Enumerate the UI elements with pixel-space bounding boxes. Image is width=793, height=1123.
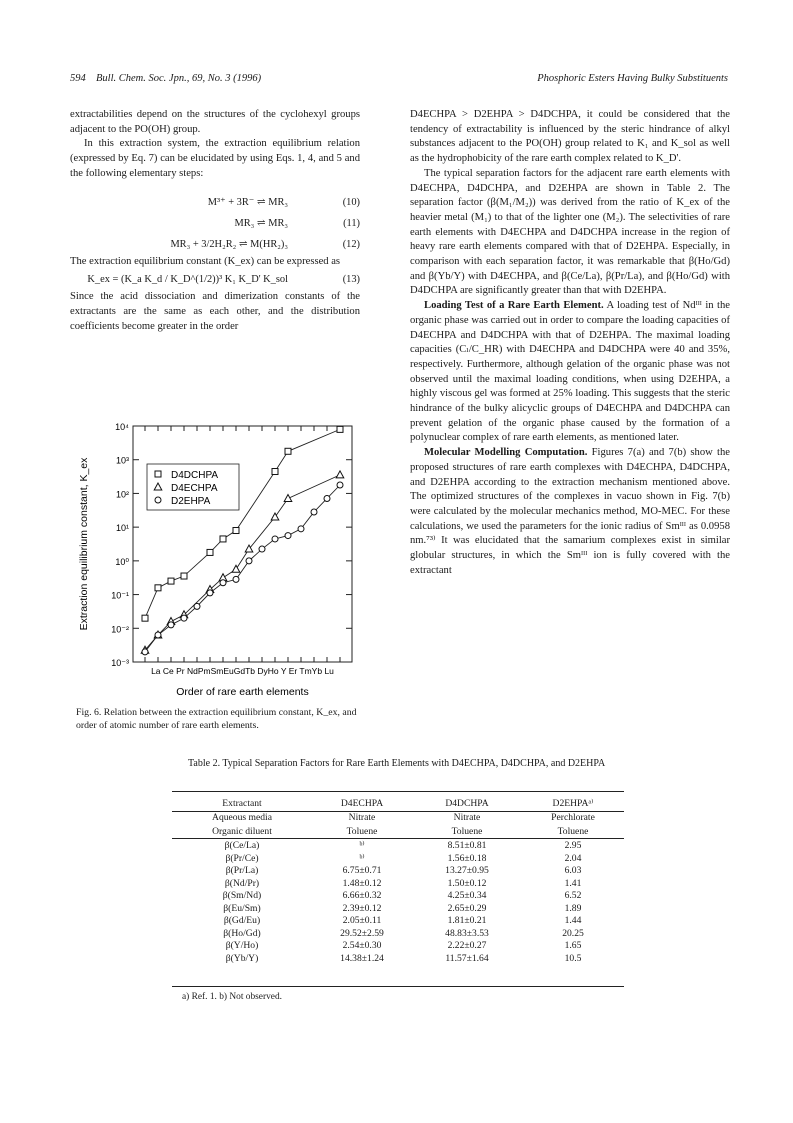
- table-cell: ᵇ⁾: [359, 852, 365, 864]
- table-row: [172, 952, 624, 965]
- data-point-square: [181, 573, 187, 579]
- table-cell: 4.25±0.34: [447, 890, 487, 902]
- section-heading: Loading Test of a Rare Earth Element.: [424, 300, 604, 312]
- data-point-triangle: [336, 471, 344, 478]
- row-label: β(Eu/Sm): [223, 902, 261, 914]
- left-column: [70, 108, 360, 334]
- table-cell: D4DCHPA: [445, 797, 489, 809]
- table-cell: 11.57±1.64: [445, 952, 489, 964]
- paragraph: D4ECHPA > D2EHPA > D4DCHPA, it could be considered that the tendency of extractability is influenced by the steric hindrance of alkyl substances adjacent to the PO(OH) group related to K₁ and K_sol as well as the hydrophobicity of the rare earth complex related to K_D'.: [410, 109, 730, 165]
- legend-label: D4ECHPA: [171, 483, 218, 494]
- row-label: β(Gd/Eu): [223, 915, 261, 927]
- table-cell: 1.89: [564, 902, 582, 914]
- table-cell: 1.50±0.12: [447, 877, 487, 889]
- table-cell: 6.66±0.32: [342, 890, 382, 902]
- x-axis-label: Order of rare earth elements: [176, 686, 309, 698]
- legend-label: D2EHPA: [171, 496, 211, 507]
- row-label: Extractant: [222, 797, 262, 809]
- table-cell: Toluene: [557, 826, 589, 837]
- table-cell: 48.83±3.53: [445, 927, 489, 939]
- y-tick-label: 10²: [115, 489, 129, 500]
- y-tick-label: 10⁰: [115, 556, 129, 567]
- y-tick-label: 10⁻³: [111, 658, 129, 668]
- table-cell: ᵇ⁾: [359, 840, 365, 852]
- table-cell: 14.38±1.24: [340, 952, 384, 964]
- table-footnote: a) Ref. 1. b) Not observed.: [182, 992, 282, 1002]
- table-top-rule: [172, 791, 624, 792]
- data-point-circle: [168, 622, 174, 628]
- table-cell: Toluene: [451, 826, 483, 837]
- series-line-d4dchpa: [145, 429, 340, 618]
- table-cell: 1.81±0.21: [447, 915, 487, 927]
- row-label: β(Pr/La): [225, 865, 259, 877]
- data-point-circle: [142, 649, 148, 655]
- x-tick-labels: La Ce Pr NdPmSmEuGdTb DyHo Y Er TmYb Lu: [151, 666, 334, 676]
- table-cell: 1.44: [564, 915, 582, 927]
- row-label: β(Yb/Y): [225, 952, 259, 964]
- data-point-triangle: [232, 565, 240, 572]
- data-point-square: [220, 536, 226, 542]
- equation-12: MR₃ + 3/2H₂R₂ ⇌ M(HR₂)₃ (12): [170, 238, 360, 250]
- table-row: [172, 940, 624, 953]
- y-tick-label: 10⁻²: [111, 624, 129, 635]
- row-label: β(Sm/Nd): [222, 890, 262, 902]
- equation-11: MR₃ ⇌ MR₃ (11): [234, 217, 360, 229]
- table-cell: 6.75±0.71: [342, 865, 382, 877]
- table-cell: 2.05±0.11: [342, 915, 382, 927]
- table-cell: 29.52±2.59: [340, 927, 384, 939]
- data-point-circle: [259, 546, 265, 552]
- row-label: β(Pr/Ce): [225, 852, 259, 864]
- data-point-circle: [181, 615, 187, 621]
- data-point-circle: [324, 495, 330, 501]
- data-point-circle: [311, 509, 317, 515]
- table-cell: 2.39±0.12: [342, 902, 382, 914]
- table-cell: Nitrate: [453, 811, 481, 823]
- table-row: [172, 877, 624, 890]
- table-header-row: [172, 795, 624, 811]
- table-row: [172, 890, 624, 903]
- table-cell: 8.51±0.81: [447, 840, 487, 852]
- paragraph: In this extraction system, the extraction equilibrium relation (expressed by Eq. 7) can be elucidated by using Eqs. 1, 4, and 5 and the following elementary steps:: [70, 138, 360, 179]
- data-point-square: [155, 471, 161, 477]
- data-point-circle: [298, 526, 304, 532]
- table-cell: 2.95: [564, 840, 582, 852]
- paragraph: The extraction equilibrium constant (K_ex) can be expressed as: [70, 255, 341, 267]
- data-point-square: [142, 615, 148, 621]
- row-label: β(Ho/Gd): [223, 927, 261, 939]
- y-axis-label: Extraction equilibrium constant, K_ex: [78, 457, 90, 631]
- table-cell: Perchlorate: [551, 811, 595, 823]
- table-cell: 1.48±0.12: [342, 877, 382, 889]
- data-point-square: [272, 469, 278, 475]
- data-point-circle: [207, 590, 213, 596]
- row-label: β(Ce/La): [224, 840, 260, 852]
- table-cell: 2.04: [564, 852, 582, 864]
- table-cell: 2.22±0.27: [447, 940, 487, 952]
- table-cell: 2.65±0.29: [447, 902, 487, 914]
- data-point-square: [285, 448, 291, 454]
- data-point-triangle: [284, 494, 292, 501]
- table-cell: 1.56±0.18: [447, 852, 487, 864]
- data-point-circle: [194, 603, 200, 609]
- data-point-circle: [285, 533, 291, 539]
- table-row: [172, 865, 624, 878]
- table-cell: 13.27±0.95: [445, 865, 489, 877]
- row-label: Aqueous media: [212, 811, 272, 823]
- journal-citation: Bull. Chem. Soc. Jpn., 69, No. 3 (1996): [96, 73, 262, 84]
- figure-6-chart: [70, 408, 365, 708]
- paragraph: Molecular Modelling Computation. Figures 7(a) and 7(b) show the proposed structures of rare earth complexes with D4ECHPA, D4DCHPA, and D2EHPA according to the extraction mechanism mentioned above. The optimized structures of the complexes in vacuo shown in Fig. 7(b) were calculated by the molecular mechanics method, MO-MEC. For these calculations, we used the parameters for the ionic radius of Smᴵᴵᴵ as 0.0958 nm.⁷³⁾ It was elucidated that the samarium complexes exist in similar globular structures, in which the Smᴵᴵᴵ ion is fully covered with the extractant: [410, 447, 730, 576]
- row-label: Organic diluent: [212, 826, 272, 837]
- table-cell: Toluene: [346, 826, 378, 837]
- table-row: [172, 840, 624, 853]
- table-cell: 20.25: [562, 927, 584, 939]
- section-heading: Molecular Modelling Computation.: [424, 447, 588, 459]
- row-label: β(Y/Ho): [225, 940, 259, 952]
- table-row: [172, 852, 624, 865]
- table-diluent-row: [172, 824, 624, 840]
- equation-10: M³⁺ + 3R⁻ ⇌ MR₃ (10): [207, 196, 360, 208]
- paragraph: Since the acid dissociation and dimerization constants of the extractants are the same as each other, and the distribution coefficients become greater in the order: [70, 291, 360, 332]
- data-point-triangle: [271, 513, 279, 520]
- y-tick-label: 10¹: [115, 523, 129, 534]
- table-cell: D2EHPAᵃ⁾: [552, 797, 594, 809]
- data-point-circle: [337, 482, 343, 488]
- table-cell: 10.5: [564, 952, 582, 964]
- table-row: [172, 902, 624, 915]
- table-cell: D4ECHPA: [340, 797, 384, 809]
- page-number: 594: [70, 73, 86, 84]
- table-2: [172, 795, 624, 965]
- data-point-circle: [233, 576, 239, 582]
- table-cell: Nitrate: [348, 811, 376, 823]
- y-tick-label: 10³: [115, 455, 129, 466]
- table-caption: Table 2. Typical Separation Factors for Rare Earth Elements with D4ECHPA, D4DCHPA, and D2EHPA: [188, 758, 606, 769]
- table-cell: 2.54±0.30: [342, 940, 382, 952]
- table-media-row: [172, 811, 624, 824]
- figure-caption-text: Relation between the extraction equilibrium constant, K_ex, and order of atomic number of rare earth elements.: [76, 707, 357, 731]
- data-point-square: [155, 585, 161, 591]
- paragraph: extractabilities depend on the structures of the cyclohexyl groups adjacent to the PO(OH) group.: [70, 109, 360, 135]
- data-point-square: [168, 578, 174, 584]
- data-point-square: [337, 426, 343, 432]
- table-cell: 6.03: [564, 865, 582, 877]
- figure-label: Fig. 6.: [76, 707, 102, 718]
- table-row: [172, 915, 624, 928]
- table-row: [172, 927, 624, 940]
- equation-13: K_ex = (K_a K_d / K_D^(1/2))³ K₁ K_D' K_sol (13): [87, 274, 360, 286]
- data-point-circle: [220, 580, 226, 586]
- data-point-circle: [246, 558, 252, 564]
- data-point-circle: [272, 536, 278, 542]
- data-point-square: [207, 549, 213, 555]
- paragraph: The typical separation factors for the adjacent rare earth elements with D4ECHPA, D4DCHPA, and D2EHPA are shown in Table 2. The separation factor (β(M₁/M₂)) was derived from the ratio of K_ex of the heavier metal (M₁) to that of the lighter one (M₂). The selectivities of rare earth elements with D4ECHPA and D4DCHPA increase in the region of heavy rare earth elements compared with that of D2EHPA. Especially, in comparison with each separation factor, it was remarkable that β(Ho/Gd) and β(Yb/Y) with D4ECHPA, and β(Ce/La), β(Pr/La), and β(Ho/Gd) with D4DCHPA are significantly greater than that with D2EHPA.: [410, 167, 730, 297]
- data-point-square: [233, 528, 239, 534]
- table-bottom-rule: [172, 986, 624, 987]
- y-tick-label: 10⁻¹: [111, 590, 129, 601]
- right-column: [410, 108, 730, 579]
- paragraph: Loading Test of a Rare Earth Element. A loading test of Ndᴵᴵᴵ in the organic phase was carried out in order to compare the loading capacities of D4ECHPA and D4DCHPA with that of D2EHPA. The maximal loading capacities (Cₗ/C_HR) with D4ECHPA and D4DCHPA were 40 and 35%, respectively. Furthermore, although gelation of the organic phase was not observed until the maximal loading conditions, when using D2EHPA, a highly viscous gel was formed at 25% loading. This suggests that the steric hindrance of the bulky alicyclic groups of D4ECHPA and D4DCHPA can prevent gelation of the organic phase caused by the formation of a polynuclear complex of rare earth elements, as mentioned later.: [410, 300, 730, 444]
- row-label: β(Nd/Pr): [224, 877, 260, 889]
- data-point-circle: [155, 497, 161, 503]
- running-title: Phosphoric Esters Having Bulky Substituents: [537, 73, 728, 84]
- table-cell: 1.65: [564, 940, 582, 952]
- legend-label: D4DCHPA: [171, 470, 219, 481]
- figure-caption: [76, 707, 361, 732]
- y-tick-label: 10⁴: [115, 422, 129, 432]
- data-point-circle: [155, 632, 161, 638]
- table-cell: 1.41: [564, 877, 582, 889]
- table-cell: 6.52: [564, 890, 582, 902]
